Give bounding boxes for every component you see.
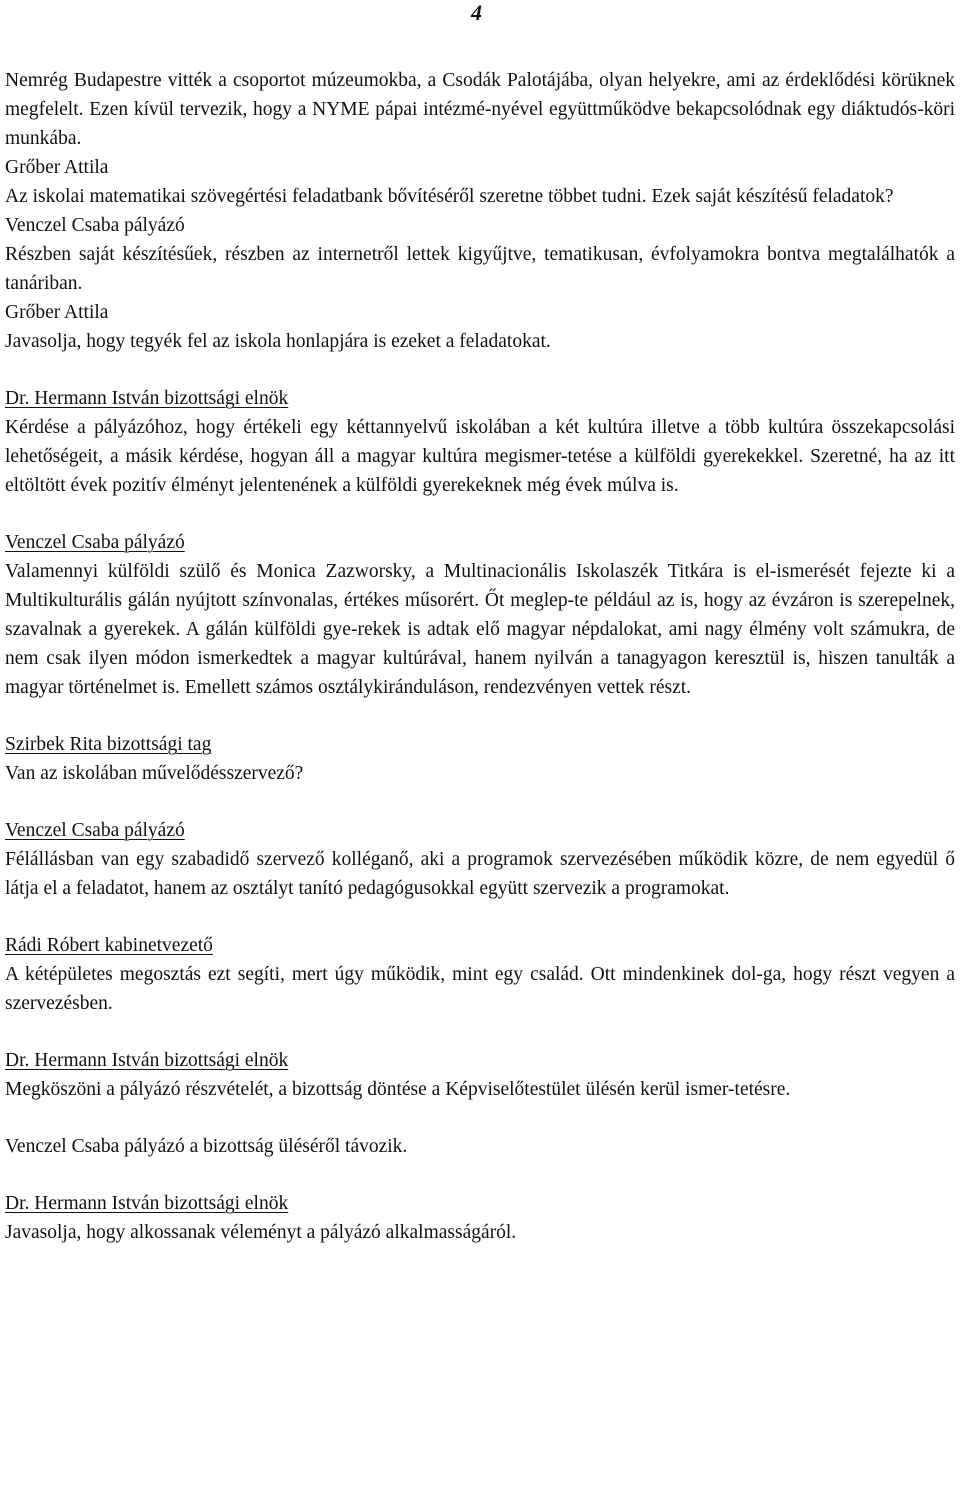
speaker-text: Kérdése a pályázóhoz, hogy értékeli egy kéttannyelvű iskolában a két kultúra illetve a több kultúra összekapcsolási lehetőségeit, a másik kérdése, hogyan áll a magyar kultúra megismer-tetése a külföldi gyerekekkel. Szeretné, ha az itt eltöltött évek pozitív élményt jelentenének a külföldi gyerekeknek még évek múlva is. — [5, 417, 955, 496]
speaker-text: A kétépületes megosztás ezt segíti, mert úgy működik, mint egy család. Ott mindenkinek dol-ga, hogy részt vegyen a szervezésben. — [5, 964, 955, 1014]
speaker-name: Rádi Róbert kabinetvezető — [5, 935, 213, 956]
speaker-name: Venczel Csaba pályázó — [5, 215, 185, 236]
speaker-name: Dr. Hermann István bizottsági elnök — [5, 1050, 289, 1071]
speaker-name: Dr. Hermann István bizottsági elnök — [5, 1193, 289, 1214]
speaker-text: Az iskolai matematikai szövegértési feladatbank bővítéséről szeretne többet tudni. Ezek saját készítésű feladatok? — [5, 186, 894, 207]
paragraph-block — [5, 66, 955, 153]
speaker-name: Grőber Attila — [5, 157, 109, 178]
speaker-name: Venczel Csaba pályázó — [5, 532, 185, 553]
speaker-block — [5, 1189, 955, 1247]
speaker-name: Grőber Attila — [5, 302, 109, 323]
speaker-text: Félállásban van egy szabadidő szervező kolléganő, aki a programok szervezésében működik közre, de nem egyedül ő látja el a feladatot, hanem az osztályt tanító pedagógusokkal együtt szervezik a programokat. — [5, 849, 955, 899]
speaker-block — [5, 816, 955, 903]
speaker-block — [5, 153, 955, 211]
speaker-name: Dr. Hermann István bizottsági elnök — [5, 388, 289, 409]
spacer — [5, 356, 955, 384]
speaker-block — [5, 1046, 955, 1104]
spacer — [5, 1161, 955, 1189]
spacer — [5, 702, 955, 730]
paragraph-text: Venczel Csaba pályázó a bizottság üléséről távozik. — [5, 1136, 408, 1157]
spacer — [5, 1104, 955, 1132]
page-number: 4 — [471, 0, 482, 25]
speaker-text: Megköszöni a pályázó részvételét, a bizottság döntése a Képviselőtestület ülésén kerül ismer-tetésre. — [5, 1079, 791, 1100]
speaker-text: Van az iskolában művelődésszervező? — [5, 763, 304, 784]
speaker-text: Valamennyi külföldi szülő és Monica Zazworsky, a Multinacionális Iskolaszék Titkára is el-ismerését fejezte ki a Multikulturális gálán nyújtott színvonalas, értékes műsorért. Őt meglep-te például az is, hogy az évzáron is szerepelnek, szavalnak a gyerekek. A gálán külföldi gye-rekek is adtak elő magyar népdalokat, ami nagy élmény volt számukra, de nem csak ilyen módon ismerkedtek a magyar kultúrával, hanem nyilván a tanagyagon keresztül is, hiszen tanulták a magyar történelmet is. Emellett számos osztálykiránduláson, rendezvényen vettek részt. — [5, 561, 955, 698]
speaker-text: Javasolja, hogy alkossanak véleményt a pályázó alkalmasságáról. — [5, 1222, 517, 1243]
paragraph-text: Nemrég Budapestre vitték a csoportot múzeumokba, a Csodák Palotájába, olyan helyekre, ami az érdeklődési körüknek megfelelt. Ezen kívül tervezik, hogy a NYME pápai intézmé-nyével együttműködve bekapcsolódnak egy diáktudós-köri munkába. — [5, 70, 955, 149]
speaker-block — [5, 528, 955, 702]
paragraph-block — [5, 1132, 955, 1161]
speaker-text: Javasolja, hogy tegyék fel az iskola honlapjára is ezeket a feladatokat. — [5, 331, 551, 352]
spacer — [5, 788, 955, 816]
speaker-block — [5, 384, 955, 500]
spacer — [5, 903, 955, 931]
speaker-block — [5, 730, 955, 788]
spacer — [5, 500, 955, 528]
speaker-block — [5, 931, 955, 1018]
speaker-text: Részben saját készítésűek, részben az internetről lettek kigyűjtve, tematikusan, évfolyamokra bontva megtalálhatók a tanáriban. — [5, 244, 955, 294]
spacer — [5, 1018, 955, 1046]
speaker-block — [5, 298, 955, 356]
speaker-block — [5, 211, 955, 298]
speaker-name: Szirbek Rita bizottsági tag — [5, 734, 212, 755]
document-body — [5, 66, 955, 1247]
speaker-name: Venczel Csaba pályázó — [5, 820, 185, 841]
